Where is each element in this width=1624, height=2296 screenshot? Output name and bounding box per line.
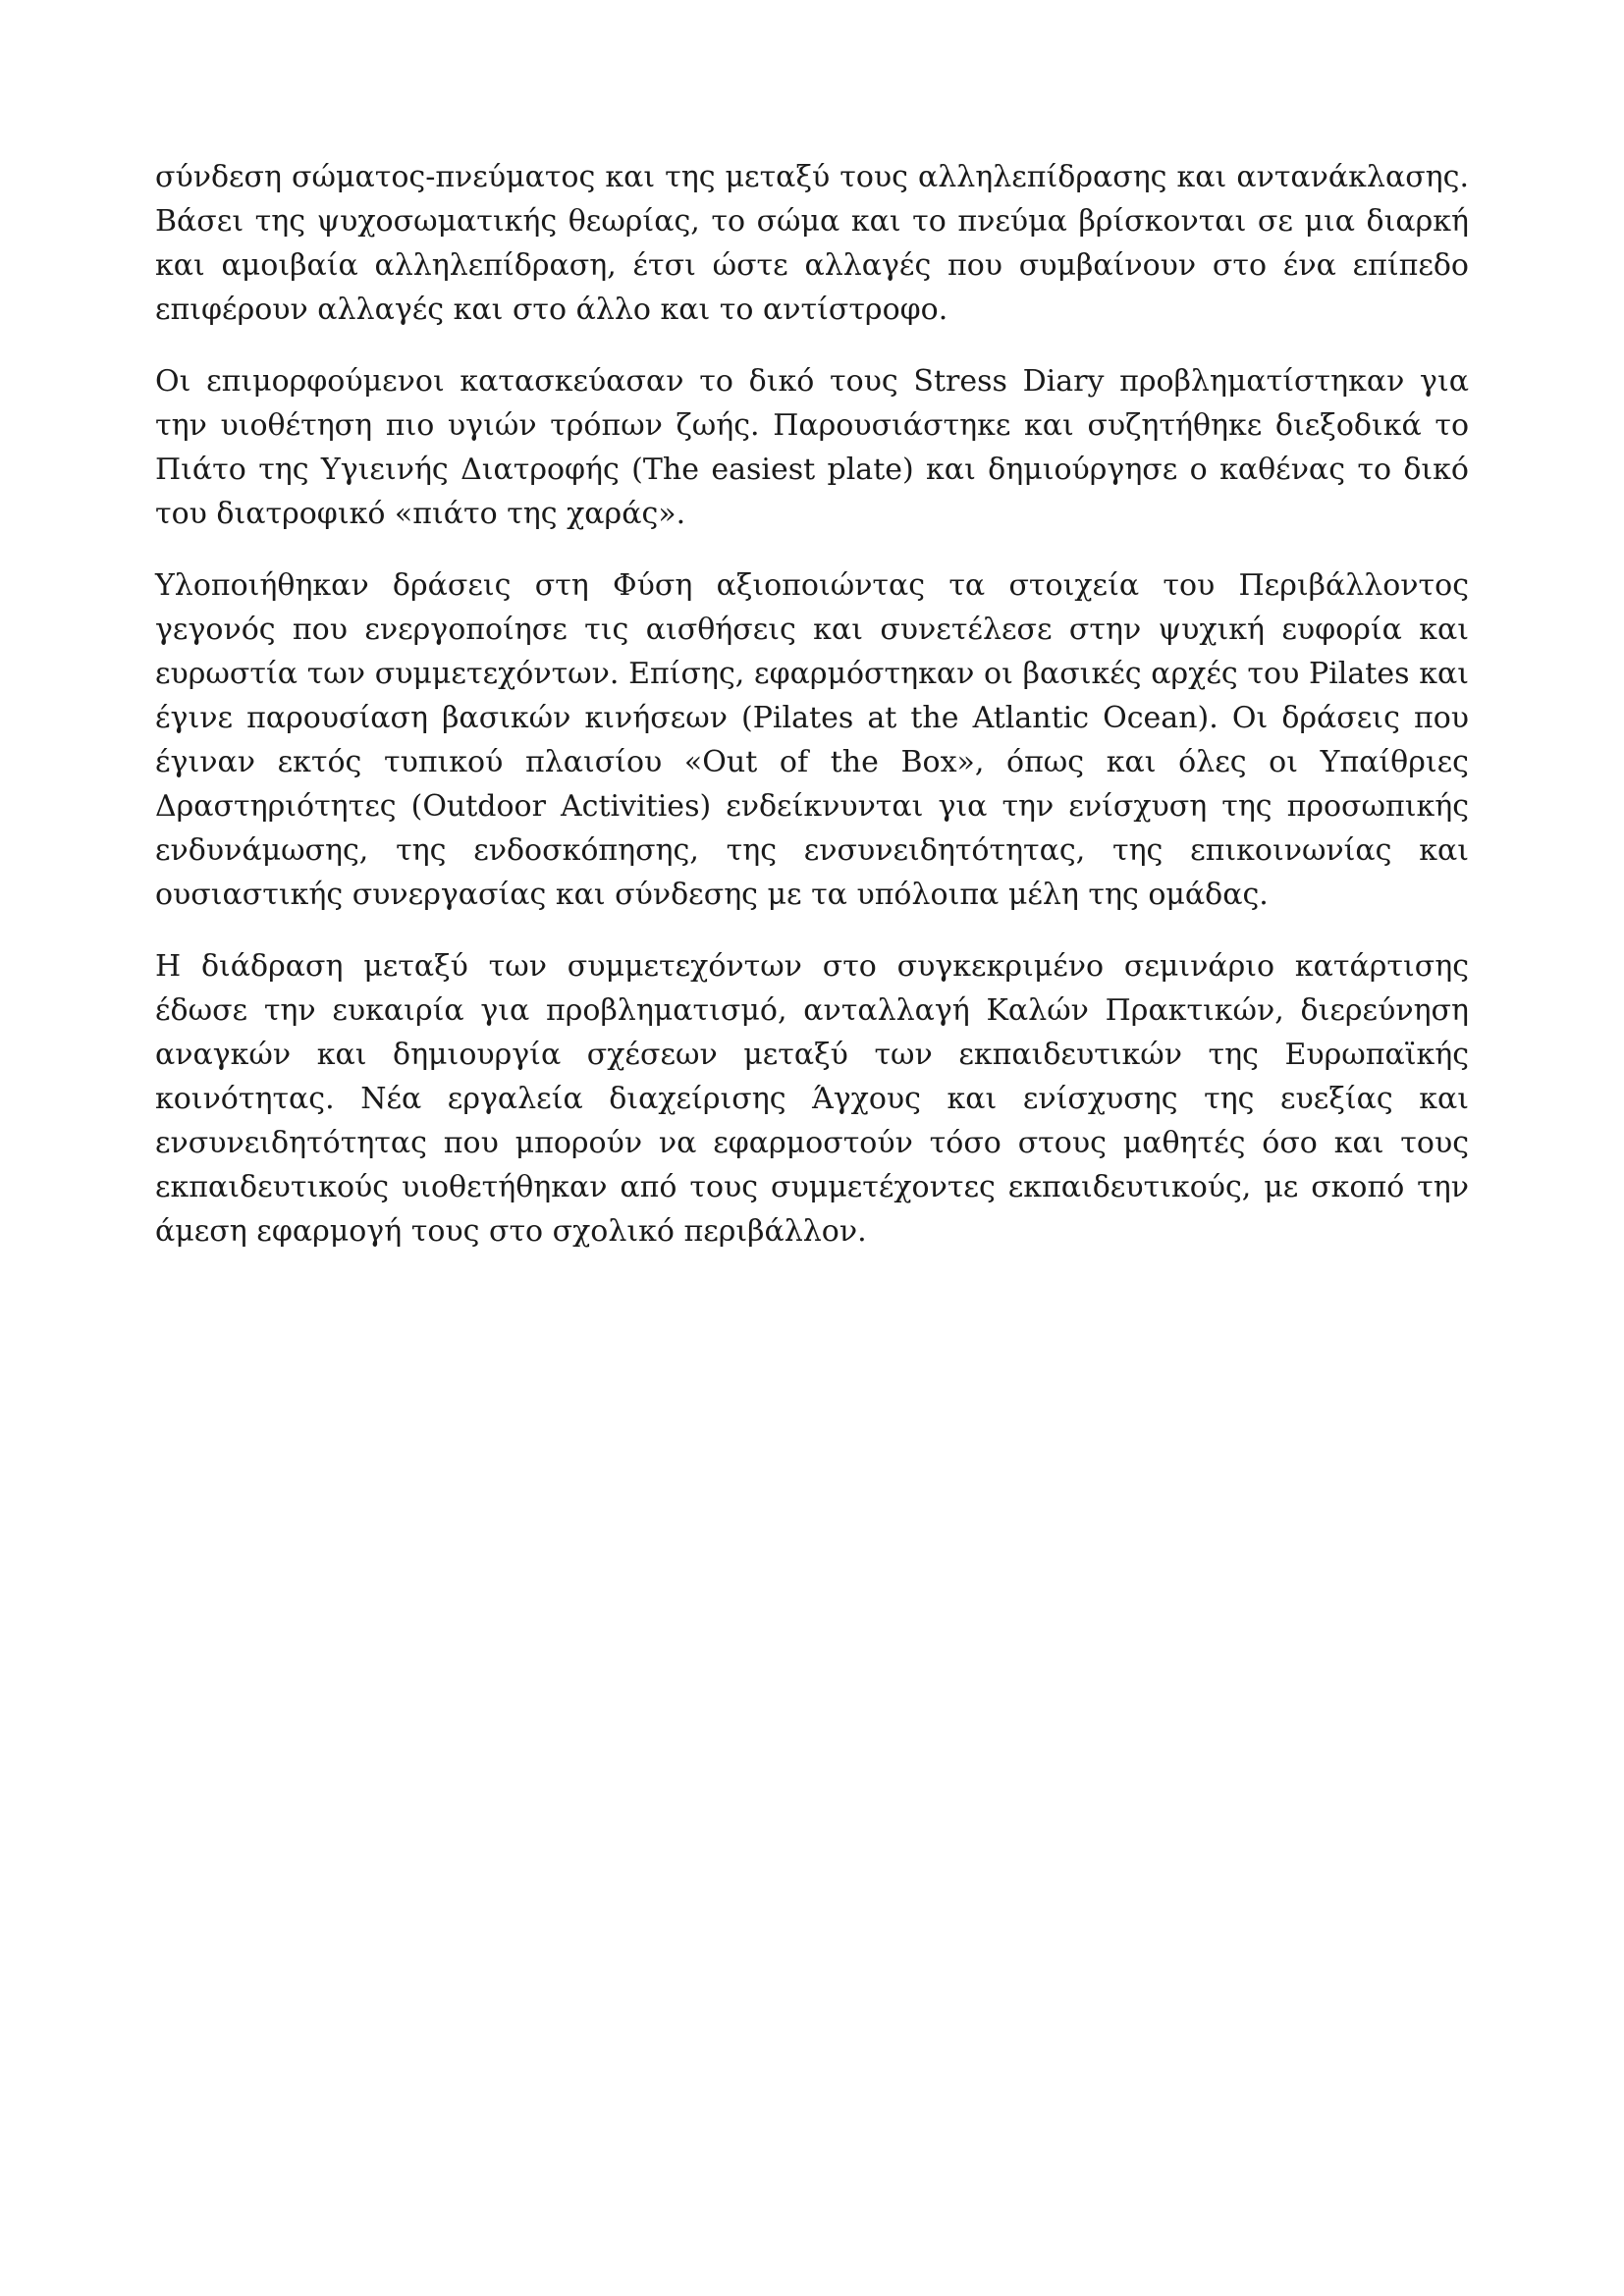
paragraph-stress-diary: Οι επιμορφούμενοι κατασκεύασαν το δικό τους Stress Diary προβληματίστηκαν για την υιοθέτηση πιο υγιών τρόπων ζωής. Παρουσιάστηκε και συζητήθηκε διεξοδικά το Πιάτο της Υγιεινής Διατροφής (The easiest plate) και δημιούργησε ο καθένας το δικό του διατροφικό «πιάτο της χαράς». (155, 364, 1469, 531)
paragraph-interaction-outcomes: Η διάδραση μεταξύ των συμμετεχόντων στο συγκεκριμένο σεμινάριο κατάρτισης έδωσε την ευκαιρία για προβληματισμό, ανταλλαγή Καλών Πρακτικών, διερεύνηση αναγκών και δημιουργία σχέσεων μεταξύ των εκπαιδευτικών της Ευρωπαϊκής κοινότητας. Νέα εργαλεία διαχείρισης Άγχους και ενίσχυσης της ευεξίας και ενσυνειδητότητας που μπορούν να εφαρμοστούν τόσο στους μαθητές όσο και τους εκπαιδευτικούς υιοθετήθηκαν από τους συμμετέχοντες εκπαιδευτικούς, με σκοπό την άμεση εφαρμογή τους στο σχολικό περιβάλλον. (155, 949, 1469, 1249)
body-text (155, 155, 1469, 1281)
paragraph-psychosomatic-theory: σύνδεση σώματος-πνεύματος και της μεταξύ τους αλληλεπίδρασης και αντανάκλασης. Βάσει της ψυχοσωματικής θεωρίας, το σώμα και το πνεύμα βρίσκονται σε μια διαρκή και αμοιβαία αλληλεπίδραση, έτσι ώστε αλλαγές που συμβαίνουν στο ένα επίπεδο επιφέρουν αλλαγές και στο άλλο και το αντίστροφο. (155, 160, 1469, 327)
paragraph-nature-activities: Υλοποιήθηκαν δράσεις στη Φύση αξιοποιώντας τα στοιχεία του Περιβάλλοντος γεγονός που ενεργοποίησε τις αισθήσεις και συνετέλεσε στην ψυχική ευφορία και ευρωστία των συμμετεχόντων. Επίσης, εφαρμόστηκαν οι βασικές αρχές του Pilates και έγινε παρουσίαση βασικών κινήσεων (Pilates at the Atlantic Ocean). Οι δράσεις που έγιναν εκτός τυπικού πλαισίου «Out of the Box», όπως και όλες οι Υπαίθριες Δραστηριότητες (Outdoor Activities) ενδείκνυνται για την ενίσχυση της προσωπικής ενδυνάμωσης, της ενδοσκόπησης, της ενσυνειδητότητας, της επικοινωνίας και ουσιαστικής συνεργασίας και σύνδεσης με τα υπόλοιπα μέλη της ομάδας. (155, 568, 1469, 912)
